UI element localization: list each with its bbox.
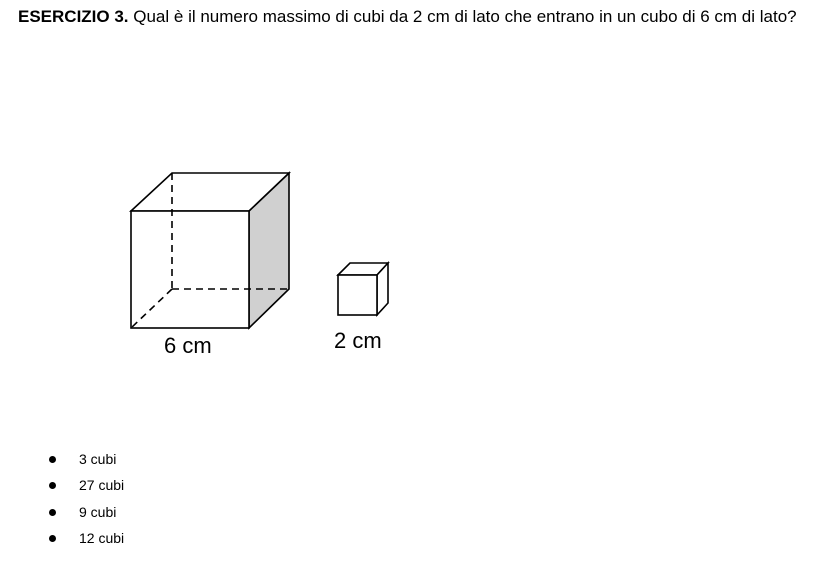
small-cube	[338, 263, 388, 315]
big-cube-label: 6 cm	[164, 333, 212, 358]
big-cube-front-face	[131, 211, 249, 328]
small-cube-front-face	[338, 275, 377, 315]
option-label: 9 cubi	[79, 503, 117, 520]
small-cube-side-face	[377, 263, 388, 315]
question-body: Qual è il numero massimo di cubi da 2 cm di lato che entrano in un cubo di 6 cm di lato?	[128, 7, 797, 26]
big-cube-hidden-edge-diagonal	[131, 289, 172, 328]
bullet-icon	[49, 509, 56, 516]
small-cube-label: 2 cm	[334, 328, 382, 353]
bullet-icon	[49, 456, 56, 463]
bullet-icon	[49, 535, 56, 542]
option-label: 3 cubi	[79, 451, 117, 467]
question-text	[18, 5, 808, 29]
small-cube-top-face	[338, 263, 388, 275]
option-label: 12 cubi	[79, 530, 125, 547]
big-cube	[131, 173, 289, 328]
bullet-icon	[49, 482, 56, 489]
exercise-label: ESERCIZIO 3.	[18, 7, 129, 26]
option-label: 27 cubi	[79, 477, 125, 494]
big-cube-side-face	[249, 173, 289, 328]
big-cube-top-face	[131, 173, 289, 211]
